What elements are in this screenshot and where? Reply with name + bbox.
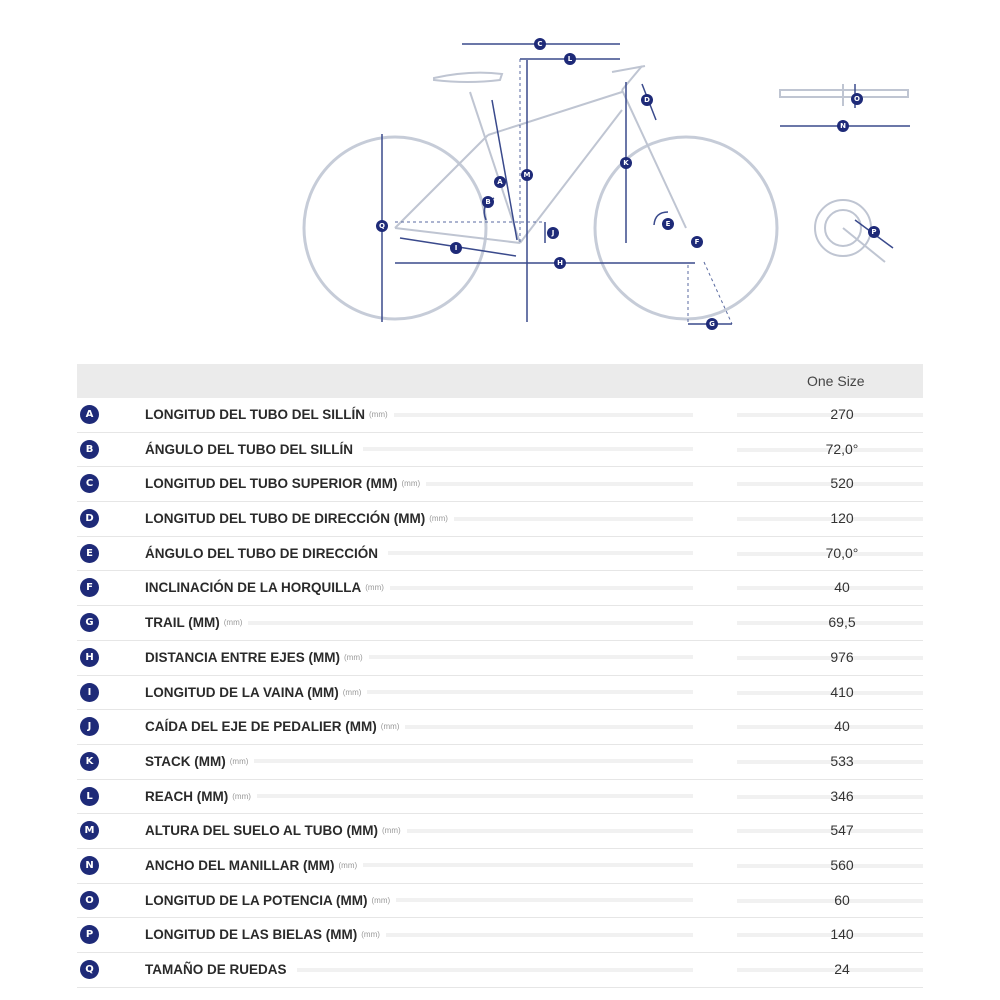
row-name: ANCHO DEL MANILLAR (MM): [145, 857, 335, 873]
row-name: LONGITUD DE LA POTENCIA (MM): [145, 892, 368, 908]
row-name: LONGITUD DEL TUBO DEL SILLÍN: [145, 407, 366, 422]
marker-c: [534, 38, 546, 50]
row-divider-bar: [254, 759, 693, 763]
row-divider-bar: [394, 413, 693, 417]
row-label: [145, 641, 693, 674]
marker-h: [554, 257, 566, 269]
row-unit: (mm): [429, 514, 448, 524]
svg-text:M: M: [523, 171, 531, 179]
row-unit: (mm): [365, 583, 384, 593]
row-divider-bar: [257, 794, 693, 798]
row-divider-bar: [363, 863, 693, 867]
row-letter-badge: J: [80, 717, 99, 736]
marker-g: [706, 318, 718, 330]
svg-text:P: P: [871, 228, 877, 236]
row-divider-bar: [369, 655, 693, 659]
marker-e: [662, 218, 674, 230]
row-value: 547: [830, 822, 854, 839]
row-letter-badge: C: [80, 474, 99, 493]
row-value: 69,5: [828, 614, 856, 631]
row-name: LONGITUD DE LA VAINA (MM): [145, 684, 339, 700]
row-letter-badge: K: [80, 752, 99, 771]
row-unit: (mm): [381, 826, 401, 836]
bike-frame: [395, 66, 686, 243]
row-letter-badge: A: [80, 405, 99, 424]
row-label: [145, 918, 693, 951]
marker-k: [620, 157, 632, 169]
row-label: [145, 710, 693, 743]
svg-text:C: C: [537, 40, 543, 48]
row-unit: (mm): [371, 895, 391, 905]
row-unit: (mm): [229, 756, 249, 766]
row-value: 560: [830, 856, 854, 873]
svg-text:N: N: [840, 122, 846, 130]
marker-q: [376, 220, 388, 232]
svg-text:Q: Q: [379, 222, 385, 230]
table-row: [77, 676, 923, 711]
svg-text:L: L: [567, 55, 573, 63]
row-value: 140: [830, 926, 854, 943]
table-row: [77, 710, 923, 745]
row-value: 40: [834, 718, 850, 735]
table-row: [77, 433, 923, 468]
table-row: [77, 571, 923, 606]
svg-text:B: B: [485, 198, 491, 206]
measurement-lines: [382, 44, 910, 324]
row-value: 70,0°: [825, 544, 859, 561]
table-row: [77, 918, 923, 953]
row-unit: (mm): [380, 722, 400, 732]
marker-j: [547, 227, 559, 239]
row-unit: (mm): [223, 618, 243, 628]
marker-l: [564, 53, 576, 65]
row-divider-bar: [248, 621, 693, 625]
marker-o: [851, 93, 863, 105]
bike-geometry-diagram: [0, 0, 1000, 350]
row-unit: (mm): [338, 860, 358, 870]
table-row: [77, 780, 923, 815]
table-header: [77, 364, 923, 398]
row-value: 533: [830, 752, 854, 769]
row-name: CAÍDA DEL EJE DE PEDALIER (MM): [145, 719, 377, 735]
table-row: [77, 814, 923, 849]
row-divider-bar: [386, 933, 693, 937]
row-name: TRAIL (MM): [145, 615, 220, 631]
row-label: [145, 606, 693, 639]
row-label: [145, 398, 693, 431]
table-row: [77, 502, 923, 537]
row-letter-badge: Q: [80, 960, 99, 979]
row-unit: (mm): [232, 791, 251, 801]
row-label: [145, 467, 693, 500]
svg-text:I: I: [454, 244, 458, 252]
row-letter-badge: H: [80, 648, 99, 667]
table-row: [77, 953, 923, 988]
row-value: 40: [834, 579, 850, 596]
row-letter-badge: P: [80, 925, 99, 944]
row-label: [145, 814, 693, 847]
row-value: 410: [830, 683, 854, 700]
marker-b: [482, 196, 494, 208]
row-label: [145, 676, 693, 709]
table-row: [77, 745, 923, 780]
marker-p: [868, 226, 880, 238]
geometry-table: [77, 364, 923, 988]
row-name: TAMAÑO DE RUEDAS: [145, 962, 287, 977]
row-unit: (mm): [369, 410, 388, 419]
row-divider-bar: [297, 968, 694, 972]
row-name: ALTURA DEL SUELO AL TUBO (MM): [145, 823, 378, 839]
row-divider-bar: [405, 725, 693, 729]
row-value: 60: [834, 891, 850, 908]
row-label: [145, 745, 693, 778]
row-divider-bar: [426, 482, 693, 486]
row-label: [145, 884, 693, 917]
row-divider-bar: [388, 551, 693, 555]
row-letter-badge: F: [80, 578, 99, 597]
marker-f: [691, 236, 703, 248]
row-letter-badge: M: [80, 821, 99, 840]
row-name: LONGITUD DEL TUBO SUPERIOR (MM): [145, 476, 398, 492]
row-name: STACK (MM): [145, 753, 226, 769]
row-letter-badge: I: [80, 683, 99, 702]
marker-i: [450, 242, 462, 254]
row-label: [145, 953, 693, 986]
table-body: [77, 398, 923, 988]
row-value: 120: [830, 510, 854, 527]
row-letter-badge: L: [80, 787, 99, 806]
row-unit: (mm): [344, 652, 363, 662]
row-divider-bar: [363, 447, 693, 451]
size-column-header: One Size: [807, 373, 865, 389]
row-name: LONGITUD DE LAS BIELAS (MM): [145, 927, 358, 943]
svg-text:H: H: [557, 259, 563, 267]
row-value: 976: [830, 648, 854, 665]
row-value: 346: [830, 787, 854, 804]
table-row: [77, 849, 923, 884]
row-value: 520: [830, 475, 854, 492]
row-label: [145, 571, 693, 604]
marker-m: [521, 169, 533, 181]
row-value: 72,0°: [825, 440, 859, 457]
table-row: [77, 884, 923, 919]
row-divider-bar: [390, 586, 693, 590]
row-name: INCLINACIÓN DE LA HORQUILLA: [145, 580, 362, 596]
row-name: DISTANCIA ENTRE EJES (MM): [145, 649, 341, 665]
svg-text:A: A: [497, 178, 503, 186]
row-unit: (mm): [361, 930, 380, 940]
marker-a: [494, 176, 506, 188]
marker-d: [641, 94, 653, 106]
row-divider-bar: [396, 898, 693, 902]
row-letter-badge: E: [80, 544, 99, 563]
svg-text:G: G: [709, 320, 715, 328]
row-name: ÁNGULO DEL TUBO DE DIRECCIÓN: [145, 545, 379, 561]
row-name: LONGITUD DEL TUBO DE DIRECCIÓN (MM): [145, 511, 426, 527]
row-label: [145, 433, 693, 466]
row-label: [145, 502, 693, 535]
svg-text:F: F: [694, 238, 700, 246]
table-row: [77, 398, 923, 433]
svg-text:E: E: [665, 220, 671, 228]
row-divider-bar: [454, 517, 693, 521]
row-label: [145, 849, 693, 882]
table-row: [77, 641, 923, 676]
svg-text:J: J: [551, 229, 555, 237]
row-value: 270: [830, 406, 854, 422]
row-letter-badge: G: [80, 613, 99, 632]
svg-text:O: O: [854, 95, 860, 103]
row-name: REACH (MM): [145, 788, 229, 804]
svg-text:K: K: [623, 159, 629, 167]
row-letter-badge: O: [80, 891, 99, 910]
row-unit: (mm): [342, 687, 362, 697]
row-label: [145, 537, 693, 570]
row-divider-bar: [367, 690, 693, 694]
row-letter-badge: N: [80, 856, 99, 875]
row-label: [145, 780, 693, 813]
table-row: [77, 537, 923, 572]
row-unit: (mm): [401, 479, 421, 489]
table-row: [77, 606, 923, 641]
table-row: [77, 467, 923, 502]
svg-text:D: D: [644, 96, 650, 104]
row-letter-badge: D: [80, 509, 99, 528]
row-letter-badge: B: [80, 440, 99, 459]
row-value: 24: [834, 961, 850, 977]
row-name: ÁNGULO DEL TUBO DEL SILLÍN: [145, 441, 354, 457]
row-divider-bar: [407, 829, 693, 833]
marker-n: [837, 120, 849, 132]
